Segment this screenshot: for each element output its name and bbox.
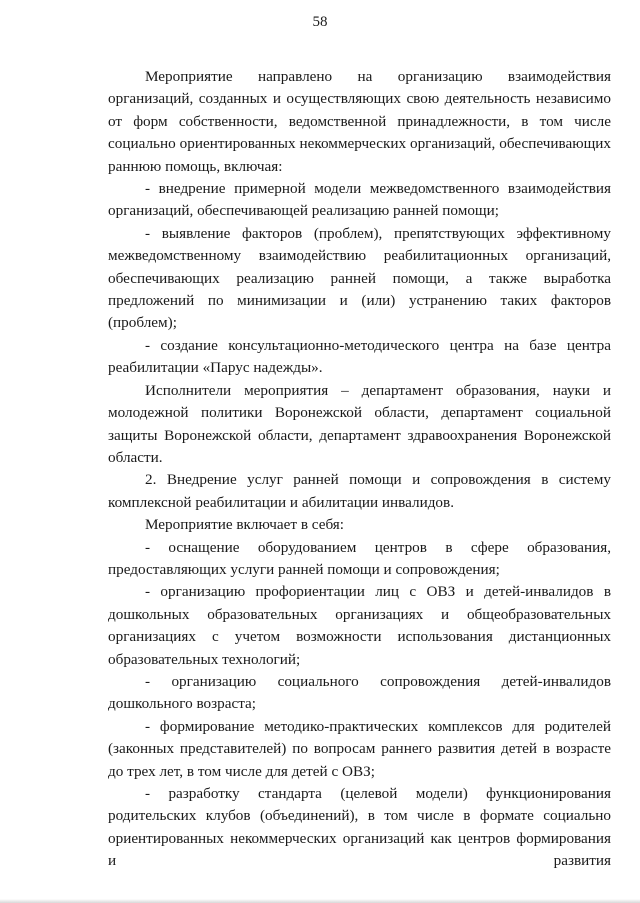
scan-edge (0, 899, 640, 903)
list-item: - выявление факторов (проблем), препятствующих эффективному межведомственному взаимодействию реабилитационных организаций, обеспечивающих реализацию ранней помощи, а также выработка предложений по минимизации и (или) устранению таких факторов (проблем); (108, 224, 611, 332)
page-number: 58 (312, 14, 328, 30)
paragraph: Мероприятие направлено на организацию взаимодействия организаций, созданных и осуществляющих свою деятельность независимо от форм собственности, ведомственной принадлежности, в том числе социально ориентированных некоммерческих организаций, обеспечивающих раннюю помощь, включая: (108, 68, 611, 175)
paragraph: Мероприятие включает в себя: (145, 516, 345, 534)
paragraph: Исполнители мероприятия – департамент образования, науки и молодежной политики Воронежской области, департамент социальной защиты Воронежской области, департамент здравоохранения Воронежской области. (108, 381, 611, 466)
list-item: - разработку стандарта (целевой модели) функционирования родительских клубов (объединений), в том числе в формате социально ориентированных некоммерческих организаций как центров формирования и развития (108, 785, 611, 870)
list-item: - внедрение примерной модели межведомственного взаимодействия организаций, обеспечивающей реализацию ранней помощи; (108, 180, 611, 220)
list-item: - оснащение оборудованием центров в сфере образования, предоставляющих услуги ранней помощи и сопровождения; (108, 538, 611, 578)
list-item: - формирование методико-практических комплексов для родителей (законных представителей) по вопросам раннего развития детей в возрасте до трех лет, в том числе для детей с ОВЗ; (108, 717, 611, 780)
section-item: 2. Внедрение услуг ранней помощи и сопровождения в систему комплексной реабилитации и абилитации инвалидов. (108, 471, 611, 511)
document-body (108, 66, 611, 873)
list-item: - организацию социального сопровождения детей-инвалидов дошкольного возраста; (108, 672, 611, 713)
list-item: - организацию профориентации лиц с ОВЗ и детей-инвалидов в дошкольных образовательных организациях и общеобразовательных организациях с учетом возможности использования дистанционных образовательных технологий; (108, 583, 611, 668)
list-item: - создание консультационно-методического центра на базе центра реабилитации «Парус надежды». (108, 336, 611, 377)
